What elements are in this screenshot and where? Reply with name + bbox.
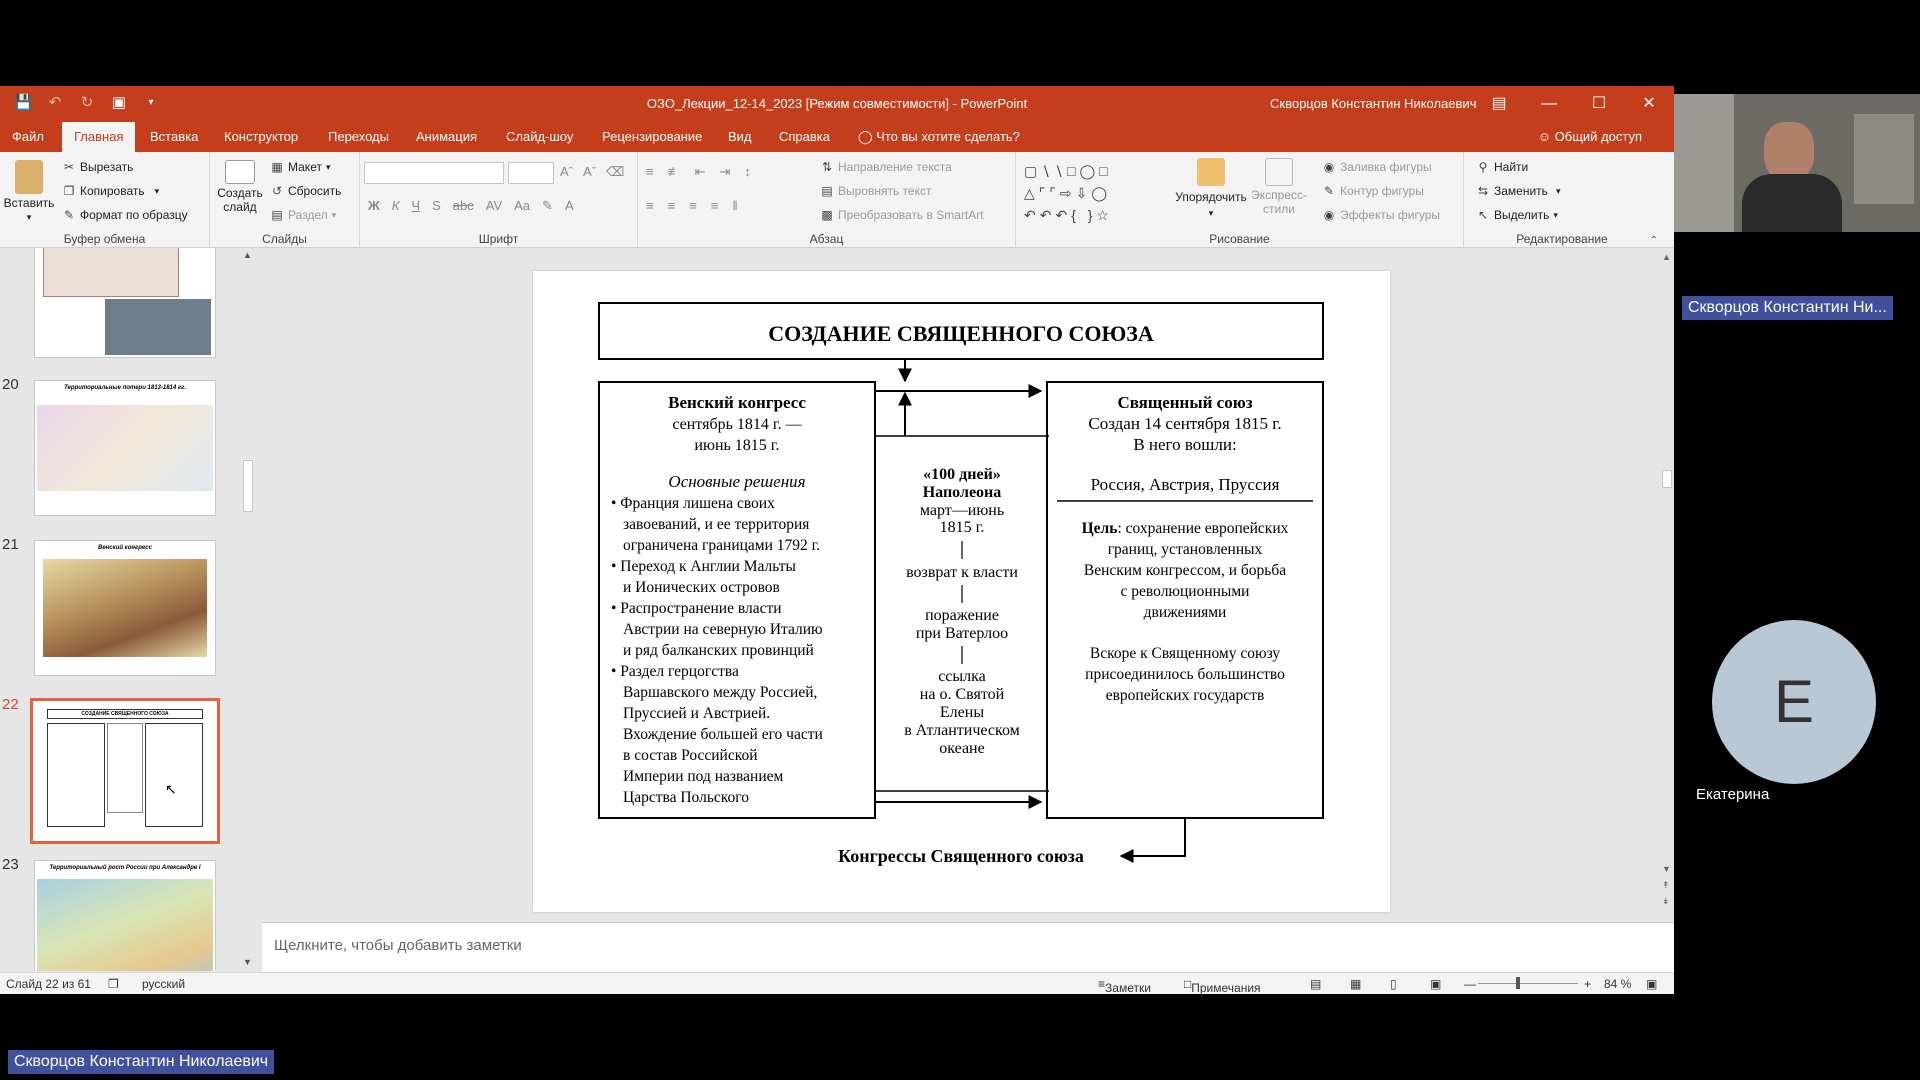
group-label: Буфер обмена [63,232,146,246]
tab-file[interactable]: Файл [12,129,44,144]
thumbnail-title: Венский конгресс [98,545,152,551]
find-button[interactable]: ⚲ Найти [1476,160,1528,174]
language-indicator[interactable]: русский [142,977,186,991]
change-case-icon[interactable]: Aa [514,198,531,213]
comments-toggle[interactable]: □ Примечания [1184,977,1261,994]
decision-line: Империи под названием [623,768,784,785]
pen-icon: ✎ [1323,184,1335,198]
wall-background [1674,94,1734,232]
scroll-up-icon[interactable]: ▲ [1662,252,1671,262]
start-from-beginning-icon[interactable]: ▣ [111,94,127,111]
previous-slide-icon[interactable]: ↟ [1662,880,1670,890]
highlight-icon[interactable]: ✎ [542,198,553,213]
bullets-icon[interactable]: ≡ [646,164,654,179]
group-paragraph [638,152,1016,248]
section-icon: ▤ [271,208,283,222]
decision-line: и ряд балканских провинций [623,642,814,659]
decision-line: Вхождение большей его части [623,726,823,743]
tab-design[interactable]: Конструктор [224,129,299,144]
slideshow-view-icon[interactable]: ▣ [1430,977,1442,991]
customize-qat-icon[interactable]: ▾ [148,97,154,108]
decisions-list [611,495,823,806]
group-slides [210,152,360,248]
layout-button[interactable]: ▦ Макет ▾ [271,160,331,174]
select-button[interactable]: ↖ Выделить ▾ [1477,208,1558,222]
exile-line-3: Елены [939,704,985,721]
decision-line: в состав Российской [623,747,758,764]
holy-alliance-members: Россия, Австрия, Пруссия [1090,475,1280,494]
slide-sorter-icon[interactable]: ▦ [1350,977,1362,991]
zoom-level[interactable]: 84 % [1604,977,1632,991]
clipboard-icon [15,160,43,194]
goal-line: границ, установленных [1107,541,1263,558]
zoom-slider-handle[interactable] [1516,977,1520,989]
arrange-button[interactable]: Упорядочить ▾ [1172,158,1250,219]
thumbnail-box [107,723,143,813]
vienna-dates-1: сентябрь 1814 г. — [672,416,802,433]
defeat-line-2: при Ватерлоо [915,625,1009,642]
slide-number: 21 [2,536,19,553]
goal-text [1084,541,1286,704]
underline-icon[interactable]: Ч [411,198,421,213]
shape-outline-button[interactable]: ✎ Контур фигуры [1323,184,1424,198]
notes-toggle[interactable]: ≡ Заметки [1098,977,1151,994]
caricature-image [43,559,207,657]
thumbnail-title: СОЗДАНИЕ СВЯЩЕННОГО СОЮЗА [47,709,203,719]
map-image [37,405,213,491]
text-direction-button[interactable]: ⇅ Направление текста [821,160,952,174]
later-line: европейских государств [1105,687,1265,704]
align-right-icon[interactable]: ≡ [689,198,697,213]
close-button[interactable]: ✕ [1642,95,1656,112]
editor-scrollbar[interactable] [1660,248,1674,918]
defeat-line-1: поражение [925,607,999,624]
account-name[interactable]: Скворцов Константин Николаевич [1270,96,1477,111]
list-buttons [646,164,751,180]
redo-icon[interactable]: ↻ [80,94,94,111]
exile-line-1: ссылка [938,668,986,685]
window-controls [1474,86,1674,122]
lightbulb-icon: ◯ [858,129,873,144]
spellcheck-icon[interactable]: ❐ [108,977,119,991]
spacing-icon[interactable]: AV [485,198,503,213]
convert-smartart-button[interactable]: ▩ Преобразовать в SmartArt [821,208,984,222]
holy-alliance-heading: Священный союз [1117,393,1253,412]
decision-line: • Франция лишена своих [611,495,775,512]
group-label: Редактирование [1516,232,1608,246]
presenter-name-label: Скворцов Константин Ни... [1682,296,1893,320]
group-label: Слайды [262,232,307,246]
new-slide-icon [225,160,255,184]
section-button[interactable]: ▤ Раздел ▾ [271,208,337,222]
decision-line: Пруссией и Австрией. [623,705,771,722]
font-size-input[interactable] [508,162,554,184]
scroll-down-icon[interactable]: ▼ [243,957,252,967]
congresses-label: Конгрессы Священного союза [838,846,1084,866]
normal-view-icon[interactable]: ▤ [1310,977,1322,991]
increase-indent-icon[interactable]: ⇥ [719,164,731,179]
ribbon-display-icon[interactable]: ▤ [1491,95,1507,112]
group-drawing [1016,152,1464,248]
shape-fill-button[interactable]: ◉ Заливка фигуры [1323,160,1432,174]
search-icon: ⚲ [1478,160,1488,174]
tab-transitions[interactable]: Переходы [328,129,389,144]
font-style-buttons [368,198,574,214]
tab-insert[interactable]: Вставка [150,129,199,144]
thumbnail-slide-23[interactable] [34,860,216,971]
paintbrush-icon: ✎ [63,208,75,222]
group-editing [1464,152,1660,248]
participant-name: Екатерина [1696,786,1770,803]
slide-thumbnail-panel [0,248,258,971]
thumbnail-title: Территориальный рост России при Александре I [49,865,201,871]
thumbnail-scrollbar[interactable] [240,248,256,971]
font-color-icon[interactable]: A [564,198,574,213]
scroll-up-icon[interactable]: ▲ [243,250,252,260]
font-size-buttons [560,164,624,180]
tab-view[interactable]: Вид [728,129,752,144]
hundred-days-heading-2: Наполеона [922,484,1002,501]
copy-icon: ❐ [63,184,75,198]
decisions-heading: Основные решения [668,472,806,491]
tab-slideshow[interactable]: Слайд-шоу [506,129,574,144]
decision-line: • Переход к Англии Мальты [611,558,796,575]
group-label: Абзац [809,232,844,246]
thumbnail-box [145,723,203,827]
document-title: ОЗО_Лекции_12-14_2023 [Режим совместимости] - PowerPoint [646,96,1028,111]
effects-icon: ◉ [1323,208,1335,222]
align-left-icon[interactable]: ≡ [646,198,654,213]
text-direction-icon: ⇅ [821,160,833,174]
hundred-days-dates-2: 1815 г. [939,519,985,536]
layout-icon: ▦ [271,160,283,174]
tab-help[interactable]: Справка [779,129,830,144]
decrease-indent-icon[interactable]: ⇤ [694,164,706,179]
save-icon[interactable]: 💾 [14,94,33,111]
thumbnail-slide-19[interactable] [34,248,216,358]
exile-line-5: океане [939,740,985,757]
cursor-icon: ↖ [1477,208,1489,222]
notes-placeholder: Щелкните, чтобы добавить заметки [274,937,522,954]
reading-view-icon[interactable]: ▯ [1390,977,1397,991]
scroll-down-icon[interactable]: ▼ [1662,864,1671,874]
current-slide[interactable] [533,271,1390,912]
increase-font-icon[interactable]: Aˆ [560,164,573,179]
reset-button[interactable]: ↺ Сбросить [271,184,342,198]
decision-line: завоеваний, и ее территория [623,516,810,533]
person-icon: ☺ [1537,129,1552,144]
fit-to-window-icon[interactable]: ▣ [1646,977,1658,991]
line-spacing-icon[interactable]: ↕ [744,164,751,179]
hundred-days-dates-1: март—июнь [919,502,1005,519]
window-background [1854,114,1914,204]
shadow-icon[interactable]: S [432,198,441,213]
tab-review[interactable]: Рецензирование [602,129,703,144]
powerpoint-window [0,86,1674,994]
slide-number: 23 [2,856,19,873]
minimize-button[interactable]: — [1541,95,1557,112]
justify-icon[interactable]: ≡ [710,198,719,213]
holy-alliance-created: Создан 14 сентября 1815 г. [1088,414,1282,433]
reset-icon: ↺ [271,184,283,198]
decision-line: Австрии на северную Италию [623,621,823,638]
group-font [360,152,638,248]
smartart-icon: ▩ [821,208,833,222]
landscape-image [105,299,211,355]
slide-title: СОЗДАНИЕ СВЯЩЕННОГО СОЮЗА [768,321,1154,346]
map-image [43,248,179,297]
clear-formatting-icon[interactable]: ⌫ [606,164,625,179]
tell-me-search[interactable]: ◯ Что вы хотите сделать? [858,129,1020,144]
paint-bucket-icon: ◉ [1323,160,1335,174]
zoom-out-icon[interactable]: — [1464,977,1476,991]
later-line: присоединилось большинство [1085,666,1285,683]
notes-pane[interactable] [262,922,1674,972]
quick-styles-button[interactable]: Экспресс-стили [1250,158,1308,216]
slide-number: 20 [2,376,19,393]
holy-alliance-joined: В него вошли: [1133,435,1237,454]
collapse-ribbon-icon[interactable]: ⌃ [1649,235,1658,246]
decision-line: Царства Польского [623,789,749,806]
format-painter-button[interactable]: ✎ Формат по образцу [63,208,188,222]
paste-button[interactable]: Вставить ▾ [6,160,52,223]
thumbnail-slide-20[interactable] [34,380,216,516]
align-buttons [646,198,738,213]
columns-icon[interactable]: ‖ [732,198,738,213]
participant-avatar: Е [1712,620,1876,784]
maximize-button[interactable]: ☐ [1591,95,1607,112]
quick-access-toolbar [14,94,160,112]
mouse-cursor-icon: ↖ [165,781,177,797]
bottom-name-label: Скворцов Константин Николаевич [8,1050,274,1074]
slide-editor [262,248,1660,918]
status-bar [0,972,1674,994]
title-bar [0,86,1674,122]
tab-animations[interactable]: Анимация [416,129,478,144]
scissors-icon: ✂ [63,160,75,174]
scrollbar-thumb[interactable] [1662,470,1672,488]
hundred-days-heading-1: «100 дней» [923,466,1001,483]
vienna-dates-2: июнь 1815 г. [694,437,780,454]
goal-line: с революционными [1120,583,1250,600]
copy-button[interactable]: ❐ Копировать ▾ [63,184,160,198]
cut-button[interactable]: ✂ Вырезать [63,160,134,174]
decrease-font-icon[interactable]: Aˇ [583,164,596,179]
tab-home[interactable]: Главная [62,122,135,152]
decision-line: Варшавского между Россией, [623,684,818,701]
align-text-icon: ▤ [821,184,833,198]
presenter-face [1764,122,1814,180]
presenter-video [1674,94,1920,232]
exile-line-4: в Атлантическом [904,722,1020,739]
replace-button[interactable]: ⇆ Заменить ▾ [1477,184,1561,198]
zoom-in-icon[interactable]: + [1584,977,1592,991]
new-slide-button[interactable]: Создать слайд [214,160,266,214]
ribbon-tabs [0,122,1674,152]
ribbon-home [0,152,1674,248]
presenter-body [1742,174,1842,232]
arrange-icon [1197,158,1225,186]
align-center-icon[interactable]: ≡ [667,198,676,213]
map-image [37,879,213,971]
goal-line: Цель: сохранение европейских [1081,520,1289,537]
thumbnail-box [47,723,105,827]
group-clipboard [0,152,210,248]
decision-line: и Ионических островов [623,579,780,596]
shape-effects-button[interactable]: ◉ Эффекты фигуры [1323,208,1441,222]
align-text-button[interactable]: ▤ Выровнять текст [821,184,932,198]
italic-icon[interactable]: К [391,198,400,213]
goal-line: движениями [1143,604,1227,621]
exile-line-2: на о. Святой [919,686,1005,703]
share-button[interactable]: ☺ Общий доступ [1537,129,1642,144]
quick-styles-icon [1265,158,1293,186]
bold-icon[interactable]: Ж [368,198,380,213]
thumbnail-slide-22-selected[interactable] [30,698,220,844]
later-line: Вскоре к Священному союзу [1089,645,1281,662]
numbering-icon[interactable]: ≢ [667,164,681,179]
slide-diagram [533,271,1390,912]
thumbnail-slide-21[interactable] [34,540,216,676]
thumbnail-title: Территориальные потери 1813-1814 гг. [64,385,186,391]
arrow-to-congresses [1121,818,1185,856]
slide-number: 22 [2,696,19,713]
next-slide-icon[interactable]: ↡ [1662,896,1670,906]
replace-icon: ⇆ [1477,184,1489,198]
shapes-gallery[interactable]: ▢∖∖□◯□ △⌜⌜⇨⇩◯ ↶↶↶{ }☆ [1024,163,1113,223]
vienna-heading: Венский конгресс [668,393,806,412]
font-name-input[interactable] [364,162,504,184]
decision-line: • Раздел герцогства [611,663,739,680]
strikethrough-icon[interactable]: abc [452,198,474,213]
group-label: Рисование [1209,232,1270,246]
return-to-power: возврат к власти [906,564,1018,581]
group-label: Шрифт [478,232,519,246]
goal-line: Венским конгрессом, и борьба [1083,562,1287,579]
decision-line: ограничена границами 1792 г. [623,537,821,554]
scrollbar-thumb[interactable] [243,460,253,512]
undo-icon[interactable]: ↶ [48,94,62,111]
slide-counter: Слайд 22 из 61 [6,977,91,991]
zoom-slider[interactable] [1478,983,1578,984]
decision-line: • Распространение власти [611,600,782,617]
